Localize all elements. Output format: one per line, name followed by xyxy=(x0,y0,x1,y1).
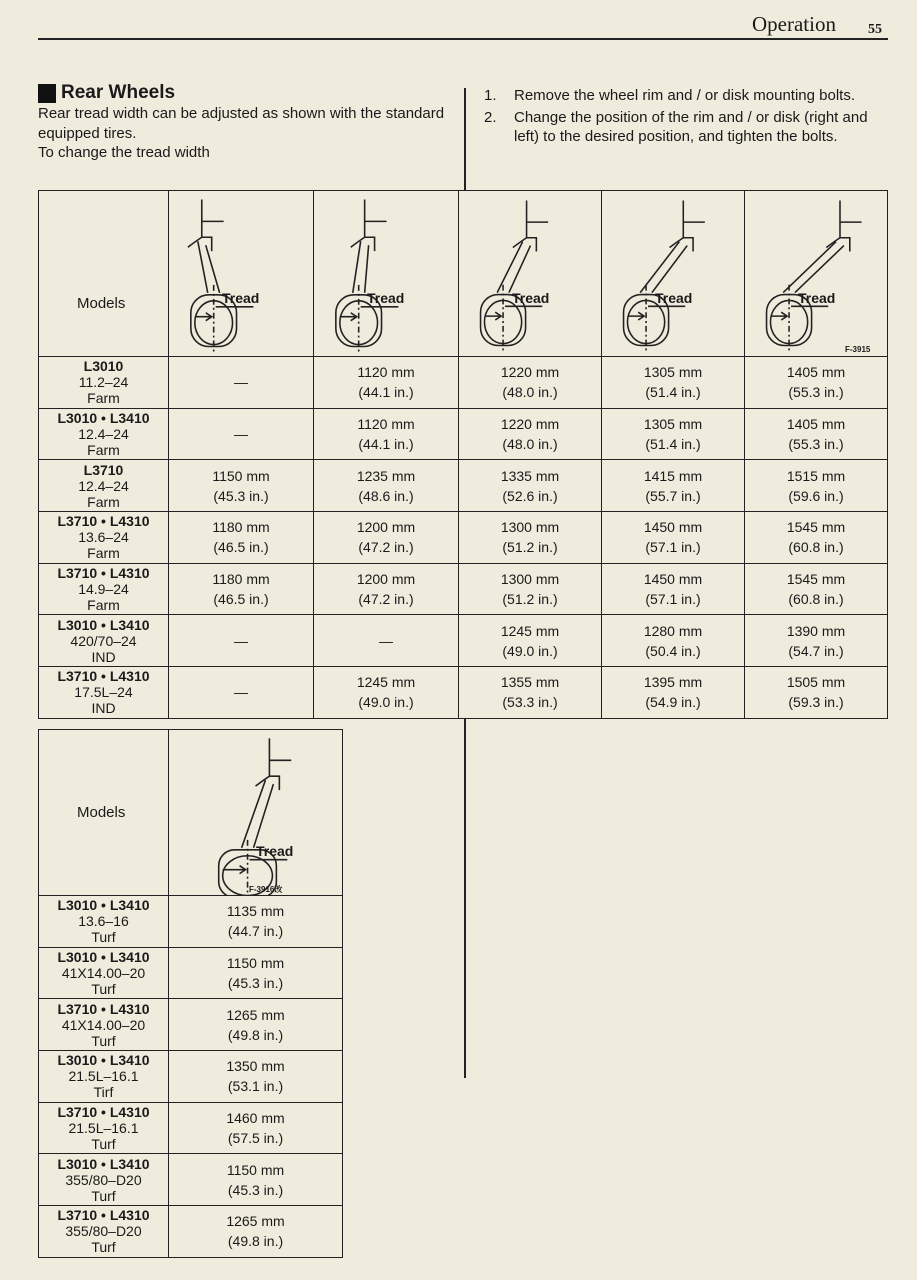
tire-size: 21.5L–16.1 xyxy=(68,1068,139,1085)
model-name: L3710 • L4310 xyxy=(57,513,150,530)
tread-label: Tread xyxy=(367,290,405,306)
tread-value-cell xyxy=(169,563,314,615)
tread-value-line: (59.6 in.) xyxy=(788,487,844,504)
tread-value-line: 1200 mm xyxy=(356,519,416,536)
tread-value-line: (48.6 in.) xyxy=(358,487,414,504)
intro-text xyxy=(38,104,458,163)
tread-value-cell xyxy=(745,357,888,409)
tread-label: Tread xyxy=(512,290,550,306)
tread-value-line: 1265 mm xyxy=(226,1006,285,1023)
tire-type: Farm xyxy=(87,597,120,614)
tread-value-cell xyxy=(169,1102,343,1154)
tread-value-line: (44.1 in.) xyxy=(358,384,414,401)
tread-value-line: 1300 mm xyxy=(500,519,560,536)
model-name: L3710 • L4310 xyxy=(57,668,150,685)
section-heading xyxy=(38,82,175,104)
tire-size: 17.5L–24 xyxy=(74,684,133,701)
model-name: L3010 • L3410 xyxy=(57,1155,150,1172)
tread-value-line: 1405 mm xyxy=(786,364,846,381)
tread-value-line: 1505 mm xyxy=(786,674,846,691)
tire-size: 13.6–24 xyxy=(78,529,129,546)
tread-value-line: 1120 mm xyxy=(357,416,415,433)
tread-value-line: 1355 mm xyxy=(500,674,560,691)
model-name: L3010 xyxy=(83,358,124,375)
tread-value-line: (49.8 in.) xyxy=(227,1026,284,1043)
tread-value-cell xyxy=(602,408,745,460)
model-cell xyxy=(39,667,169,719)
tread-label: Tread xyxy=(655,290,693,306)
tread-value-line: 1280 mm xyxy=(643,622,703,639)
tread-value-cell xyxy=(459,512,602,564)
wheel-diagram-icon xyxy=(169,191,313,357)
tread-value-line: (51.4 in.) xyxy=(645,384,701,401)
model-name: L3010 • L3410 xyxy=(57,410,150,427)
model-cell xyxy=(39,512,169,564)
section-heading-text: Rear Wheels xyxy=(61,82,176,103)
tire-type: Farm xyxy=(87,442,120,459)
tread-value-cell xyxy=(169,667,314,719)
tread-value-line: 1415 mm xyxy=(643,467,703,484)
tire-size: 41X14.00–20 xyxy=(61,965,146,982)
tread-value-line: (47.2 in.) xyxy=(358,591,414,608)
tread-value-cell xyxy=(459,460,602,512)
tire-type: Farm xyxy=(87,390,120,407)
wheel-diagram-icon xyxy=(602,191,744,357)
tread-value-line: (46.5 in.) xyxy=(213,539,269,556)
page-number: 55 xyxy=(868,22,882,37)
tire-size: 420/70–24 xyxy=(70,632,137,649)
tread-value-cell xyxy=(314,615,459,667)
tire-size: 12.4–24 xyxy=(78,426,129,443)
tire-type: Turf xyxy=(91,1136,116,1153)
tread-value-cell xyxy=(314,667,459,719)
model-name: L3710 xyxy=(83,461,124,478)
tread-label: Tread xyxy=(256,843,294,859)
tread-value-cell xyxy=(459,563,602,615)
wheel-diagram-icon xyxy=(314,191,458,357)
tread-value-line: 1180 mm xyxy=(212,571,270,588)
tread-value-line: (53.1 in.) xyxy=(227,1078,284,1095)
model-name: L3710 • L4310 xyxy=(57,565,150,582)
tread-value-line: 1245 mm xyxy=(356,674,416,691)
tread-value-line: (55.3 in.) xyxy=(788,436,844,453)
tread-value-line: (45.3 in.) xyxy=(227,1181,284,1198)
tread-value-line: 1395 mm xyxy=(643,674,703,691)
tread-label: Tread xyxy=(222,290,260,306)
tread-value-line: (44.7 in.) xyxy=(227,923,284,940)
table-row xyxy=(39,947,343,999)
header-rule xyxy=(38,38,888,40)
tread-value-line: 1135 mm xyxy=(226,903,285,920)
step-text: Change the position of the rim and / or disk (right and left) to the desired position, and tighten the bolts. xyxy=(514,108,868,145)
tire-type: Turf xyxy=(91,981,116,998)
tread-value-line: (49.8 in.) xyxy=(227,1233,284,1250)
wheel-diagram-icon xyxy=(459,191,601,357)
tread-value-line: 1460 mm xyxy=(226,1110,285,1127)
tread-value-line: 1300 mm xyxy=(500,571,560,588)
table-row xyxy=(39,1206,343,1258)
tread-value-line: 1450 mm xyxy=(643,519,703,536)
tire-size: 11.2–24 xyxy=(78,374,129,391)
tread-value-line: (49.0 in.) xyxy=(502,642,558,659)
tread-value-cell xyxy=(169,1051,343,1103)
tread-value-cell xyxy=(602,667,745,719)
tread-value-cell xyxy=(459,667,602,719)
figure-label: F-3916改 xyxy=(249,885,283,894)
step-item xyxy=(484,86,888,106)
tread-value-line: (45.3 in.) xyxy=(227,975,284,992)
tire-size: 355/80–D20 xyxy=(65,1171,142,1188)
tread-value-line: 1220 mm xyxy=(500,364,560,381)
tread-value-line: 1335 mm xyxy=(500,467,560,484)
tire-type: Turf xyxy=(91,929,116,946)
tire-type: IND xyxy=(91,700,116,717)
model-cell xyxy=(39,1102,169,1154)
tread-value-line: (60.8 in.) xyxy=(788,591,844,608)
tire-type: IND xyxy=(91,648,116,665)
tire-type: Turf xyxy=(91,1187,116,1204)
model-cell xyxy=(39,563,169,615)
tire-size: 21.5L–16.1 xyxy=(68,1120,139,1137)
tread-value-line: (48.0 in.) xyxy=(502,436,558,453)
intro-line: To change the tread width xyxy=(38,144,210,161)
tread-value-cell xyxy=(459,408,602,460)
model-name: L3710 • L4310 xyxy=(57,1000,150,1017)
tread-value-line: (55.3 in.) xyxy=(788,384,844,401)
header-title: Operation xyxy=(752,12,836,36)
tread-value-line: (60.8 in.) xyxy=(788,539,844,556)
model-cell xyxy=(39,1154,169,1206)
tread-value-line: (52.6 in.) xyxy=(502,487,558,504)
table-row xyxy=(39,615,888,667)
tire-type: Farm xyxy=(87,493,120,510)
tread-value-line: (57.1 in.) xyxy=(645,539,701,556)
tread-value-line: 1150 mm xyxy=(226,955,285,972)
tread-value-line: 1235 mm xyxy=(356,467,416,484)
tread-value-cell xyxy=(314,460,459,512)
model-cell xyxy=(39,460,169,512)
tire-size: 41X14.00–20 xyxy=(61,1016,146,1033)
model-cell xyxy=(39,896,169,948)
tire-type: Farm xyxy=(87,545,120,562)
model-name: L3010 • L3410 xyxy=(57,1052,150,1069)
tire-type: Turf xyxy=(91,1239,116,1256)
table-row xyxy=(39,460,888,512)
wheel-diagram-icon xyxy=(169,730,342,896)
model-name: L3010 • L3410 xyxy=(57,616,150,633)
tread-value-cell xyxy=(745,667,888,719)
intro-line: Rear tread width can be adjusted as shown with the standard equipped tires. xyxy=(38,105,445,142)
tread-value-line: 1180 mm xyxy=(212,519,270,536)
tread-value-cell xyxy=(169,947,343,999)
wheel-diagram-icon xyxy=(745,191,887,357)
model-cell xyxy=(39,1051,169,1103)
tread-value-line: 1265 mm xyxy=(226,1213,285,1230)
model-name: L3710 • L4310 xyxy=(57,1104,150,1121)
table-row xyxy=(39,512,888,564)
tread-value-cell xyxy=(314,357,459,409)
tread-diagram-4 xyxy=(602,191,745,357)
step-text: Remove the wheel rim and / or disk mounting bolts. xyxy=(514,87,855,104)
tread-value-line: 1390 mm xyxy=(786,622,846,639)
tire-type: Tirf xyxy=(93,1084,114,1101)
tread-value-line: 1405 mm xyxy=(786,416,846,433)
tread-value-line: (59.3 in.) xyxy=(788,694,844,711)
model-name: L3010 • L3410 xyxy=(57,949,150,966)
tread-value-cell xyxy=(169,615,314,667)
tread-value-cell xyxy=(169,357,314,409)
tread-value-cell xyxy=(602,615,745,667)
tread-value-line: — xyxy=(234,684,248,701)
tread-value-line: 1245 mm xyxy=(500,622,560,639)
tread-value-cell xyxy=(314,563,459,615)
model-cell xyxy=(39,615,169,667)
farm-tread-table xyxy=(38,190,888,719)
tread-value-line: — xyxy=(234,426,248,443)
tire-size: 355/80–D20 xyxy=(65,1223,142,1240)
tread-value-cell xyxy=(459,615,602,667)
tread-value-cell xyxy=(169,1206,343,1258)
tread-diagram-2 xyxy=(314,191,459,357)
tread-value-line: — xyxy=(234,374,248,391)
tread-value-cell xyxy=(169,460,314,512)
step-number: 1. xyxy=(484,87,497,104)
tread-value-cell xyxy=(745,563,888,615)
tread-value-line: (47.2 in.) xyxy=(358,539,414,556)
tread-value-line: (50.4 in.) xyxy=(645,642,701,659)
tread-value-cell xyxy=(745,408,888,460)
model-name: L3010 • L3410 xyxy=(57,897,150,914)
model-name: L3710 • L4310 xyxy=(57,1207,150,1224)
tread-diagram-5 xyxy=(745,191,888,357)
tread-value-line: 1305 mm xyxy=(643,416,703,433)
tread-value-cell xyxy=(602,512,745,564)
tread-diagram-3 xyxy=(459,191,602,357)
tread-value-line: 1220 mm xyxy=(500,416,560,433)
tread-diagram-1 xyxy=(169,191,314,357)
tread-value-line: 1150 mm xyxy=(226,1161,285,1178)
table-row xyxy=(39,1102,343,1154)
table-row xyxy=(39,896,343,948)
figure-label: F-3915 xyxy=(845,345,871,354)
model-cell xyxy=(39,999,169,1051)
tread-value-cell xyxy=(745,615,888,667)
tread-value-cell xyxy=(459,357,602,409)
tread-value-line: (48.0 in.) xyxy=(502,384,558,401)
tread-value-line: 1450 mm xyxy=(643,571,703,588)
step-item xyxy=(484,108,888,147)
model-cell xyxy=(39,1206,169,1258)
tread-value-line: — xyxy=(379,632,393,649)
models-header: Models xyxy=(39,191,169,357)
turf-tread-table xyxy=(38,729,343,1258)
tread-value-cell xyxy=(314,512,459,564)
tread-value-line: (44.1 in.) xyxy=(358,436,414,453)
tread-value-line: (55.7 in.) xyxy=(645,487,701,504)
table-row xyxy=(39,563,888,615)
table-row xyxy=(39,357,888,409)
tread-value-cell xyxy=(169,999,343,1051)
tread-value-cell xyxy=(745,512,888,564)
turf-tread-diagram xyxy=(169,730,343,896)
tread-value-cell xyxy=(602,563,745,615)
tread-label: Tread xyxy=(798,290,836,306)
tread-value-cell xyxy=(602,460,745,512)
tread-value-line: (54.9 in.) xyxy=(645,694,701,711)
tread-value-cell xyxy=(169,408,314,460)
step-number: 2. xyxy=(484,108,497,126)
tread-value-line: 1200 mm xyxy=(356,571,416,588)
tire-size: 12.4–24 xyxy=(78,477,129,494)
tread-value-line: (53.3 in.) xyxy=(502,694,558,711)
heading-square-icon xyxy=(38,84,56,103)
tread-value-line: 1120 mm xyxy=(357,364,415,381)
turf-models-header: Models xyxy=(39,730,169,896)
table-row xyxy=(39,999,343,1051)
tire-size: 13.6–16 xyxy=(78,913,129,930)
tread-value-line: — xyxy=(234,632,248,649)
tread-value-line: (51.4 in.) xyxy=(645,436,701,453)
tread-value-line: (51.2 in.) xyxy=(502,591,558,608)
table-row xyxy=(39,667,888,719)
tread-value-line: (49.0 in.) xyxy=(358,694,414,711)
tread-value-cell xyxy=(314,408,459,460)
table-row xyxy=(39,408,888,460)
tread-value-cell xyxy=(169,896,343,948)
tread-value-line: (46.5 in.) xyxy=(213,591,269,608)
tread-value-line: 1545 mm xyxy=(786,519,846,536)
tread-value-line: (57.1 in.) xyxy=(645,591,701,608)
tread-value-line: 1305 mm xyxy=(643,364,703,381)
tread-value-line: 1350 mm xyxy=(226,1058,285,1075)
tread-value-cell xyxy=(169,512,314,564)
tread-value-cell xyxy=(169,1154,343,1206)
tread-value-line: (57.5 in.) xyxy=(227,1130,284,1147)
tread-value-line: 1515 mm xyxy=(786,467,846,484)
tread-value-line: 1545 mm xyxy=(786,571,846,588)
tread-value-line: 1150 mm xyxy=(212,467,270,484)
tire-size: 14.9–24 xyxy=(78,581,129,598)
model-cell xyxy=(39,357,169,409)
tread-value-line: (54.7 in.) xyxy=(788,642,844,659)
tread-value-cell xyxy=(745,460,888,512)
tread-value-line: (45.3 in.) xyxy=(213,487,269,504)
tread-value-cell xyxy=(602,357,745,409)
table-row xyxy=(39,1154,343,1206)
tire-type: Turf xyxy=(91,1032,116,1049)
model-cell xyxy=(39,408,169,460)
table-row xyxy=(39,1051,343,1103)
model-cell xyxy=(39,947,169,999)
steps-list xyxy=(484,86,888,149)
tread-value-line: (51.2 in.) xyxy=(502,539,558,556)
